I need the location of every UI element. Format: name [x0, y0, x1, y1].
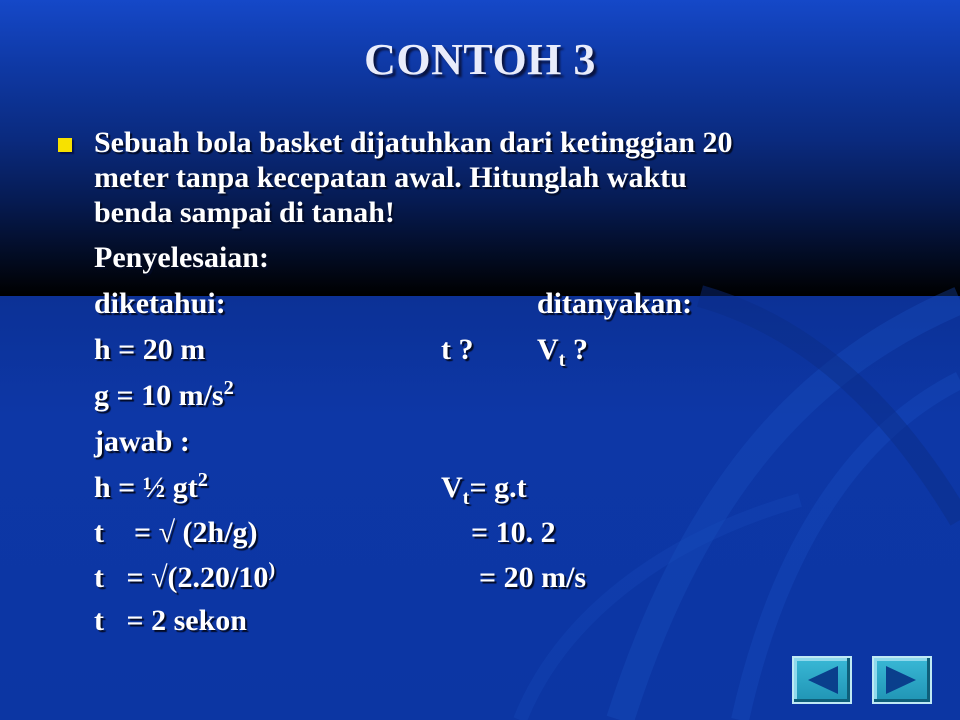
asked-time: t ? [441, 333, 474, 366]
bullet-square-icon [58, 138, 72, 152]
step-formula-velocity: $V_t= g.t$ [441, 471, 527, 509]
asked-velocity: $V_t$ ? [537, 333, 588, 371]
solution-label: Penyelesaian: [94, 241, 269, 274]
step-formula-height: h = ½ $gt^2$ [94, 469, 208, 504]
asked-label: ditanyakan: [537, 287, 693, 320]
known-label: diketahui: [94, 287, 226, 320]
next-slide-button[interactable] [872, 656, 932, 704]
problem-line-1: Sebuah bola basket dijatuhkan dari ketinggian 20 [94, 126, 733, 159]
known-height: h = 20 m [94, 333, 206, 366]
problem-line-2: meter tanpa kecepatan awal. Hitunglah waktu [94, 161, 687, 194]
step-velocity-substitution: = 10. 2 [471, 516, 556, 549]
problem-line-3: benda sampai di tanah! [94, 196, 395, 229]
triangle-left-icon [794, 658, 850, 702]
known-gravity: g = 10 $m/s^2$ [94, 377, 234, 412]
step-time-substitution: t = √(2.20/10) [94, 559, 276, 594]
step-time-result: t = 2 sekon [94, 604, 247, 637]
step-velocity-result: = 20 m/s [479, 561, 587, 594]
step-time-formula: t = √ (2h/g) [94, 516, 258, 549]
previous-slide-button[interactable] [792, 656, 852, 704]
triangle-right-icon [874, 658, 930, 702]
answer-label: jawab : [94, 425, 190, 458]
slide-title: CONTOH 3 [364, 35, 596, 84]
